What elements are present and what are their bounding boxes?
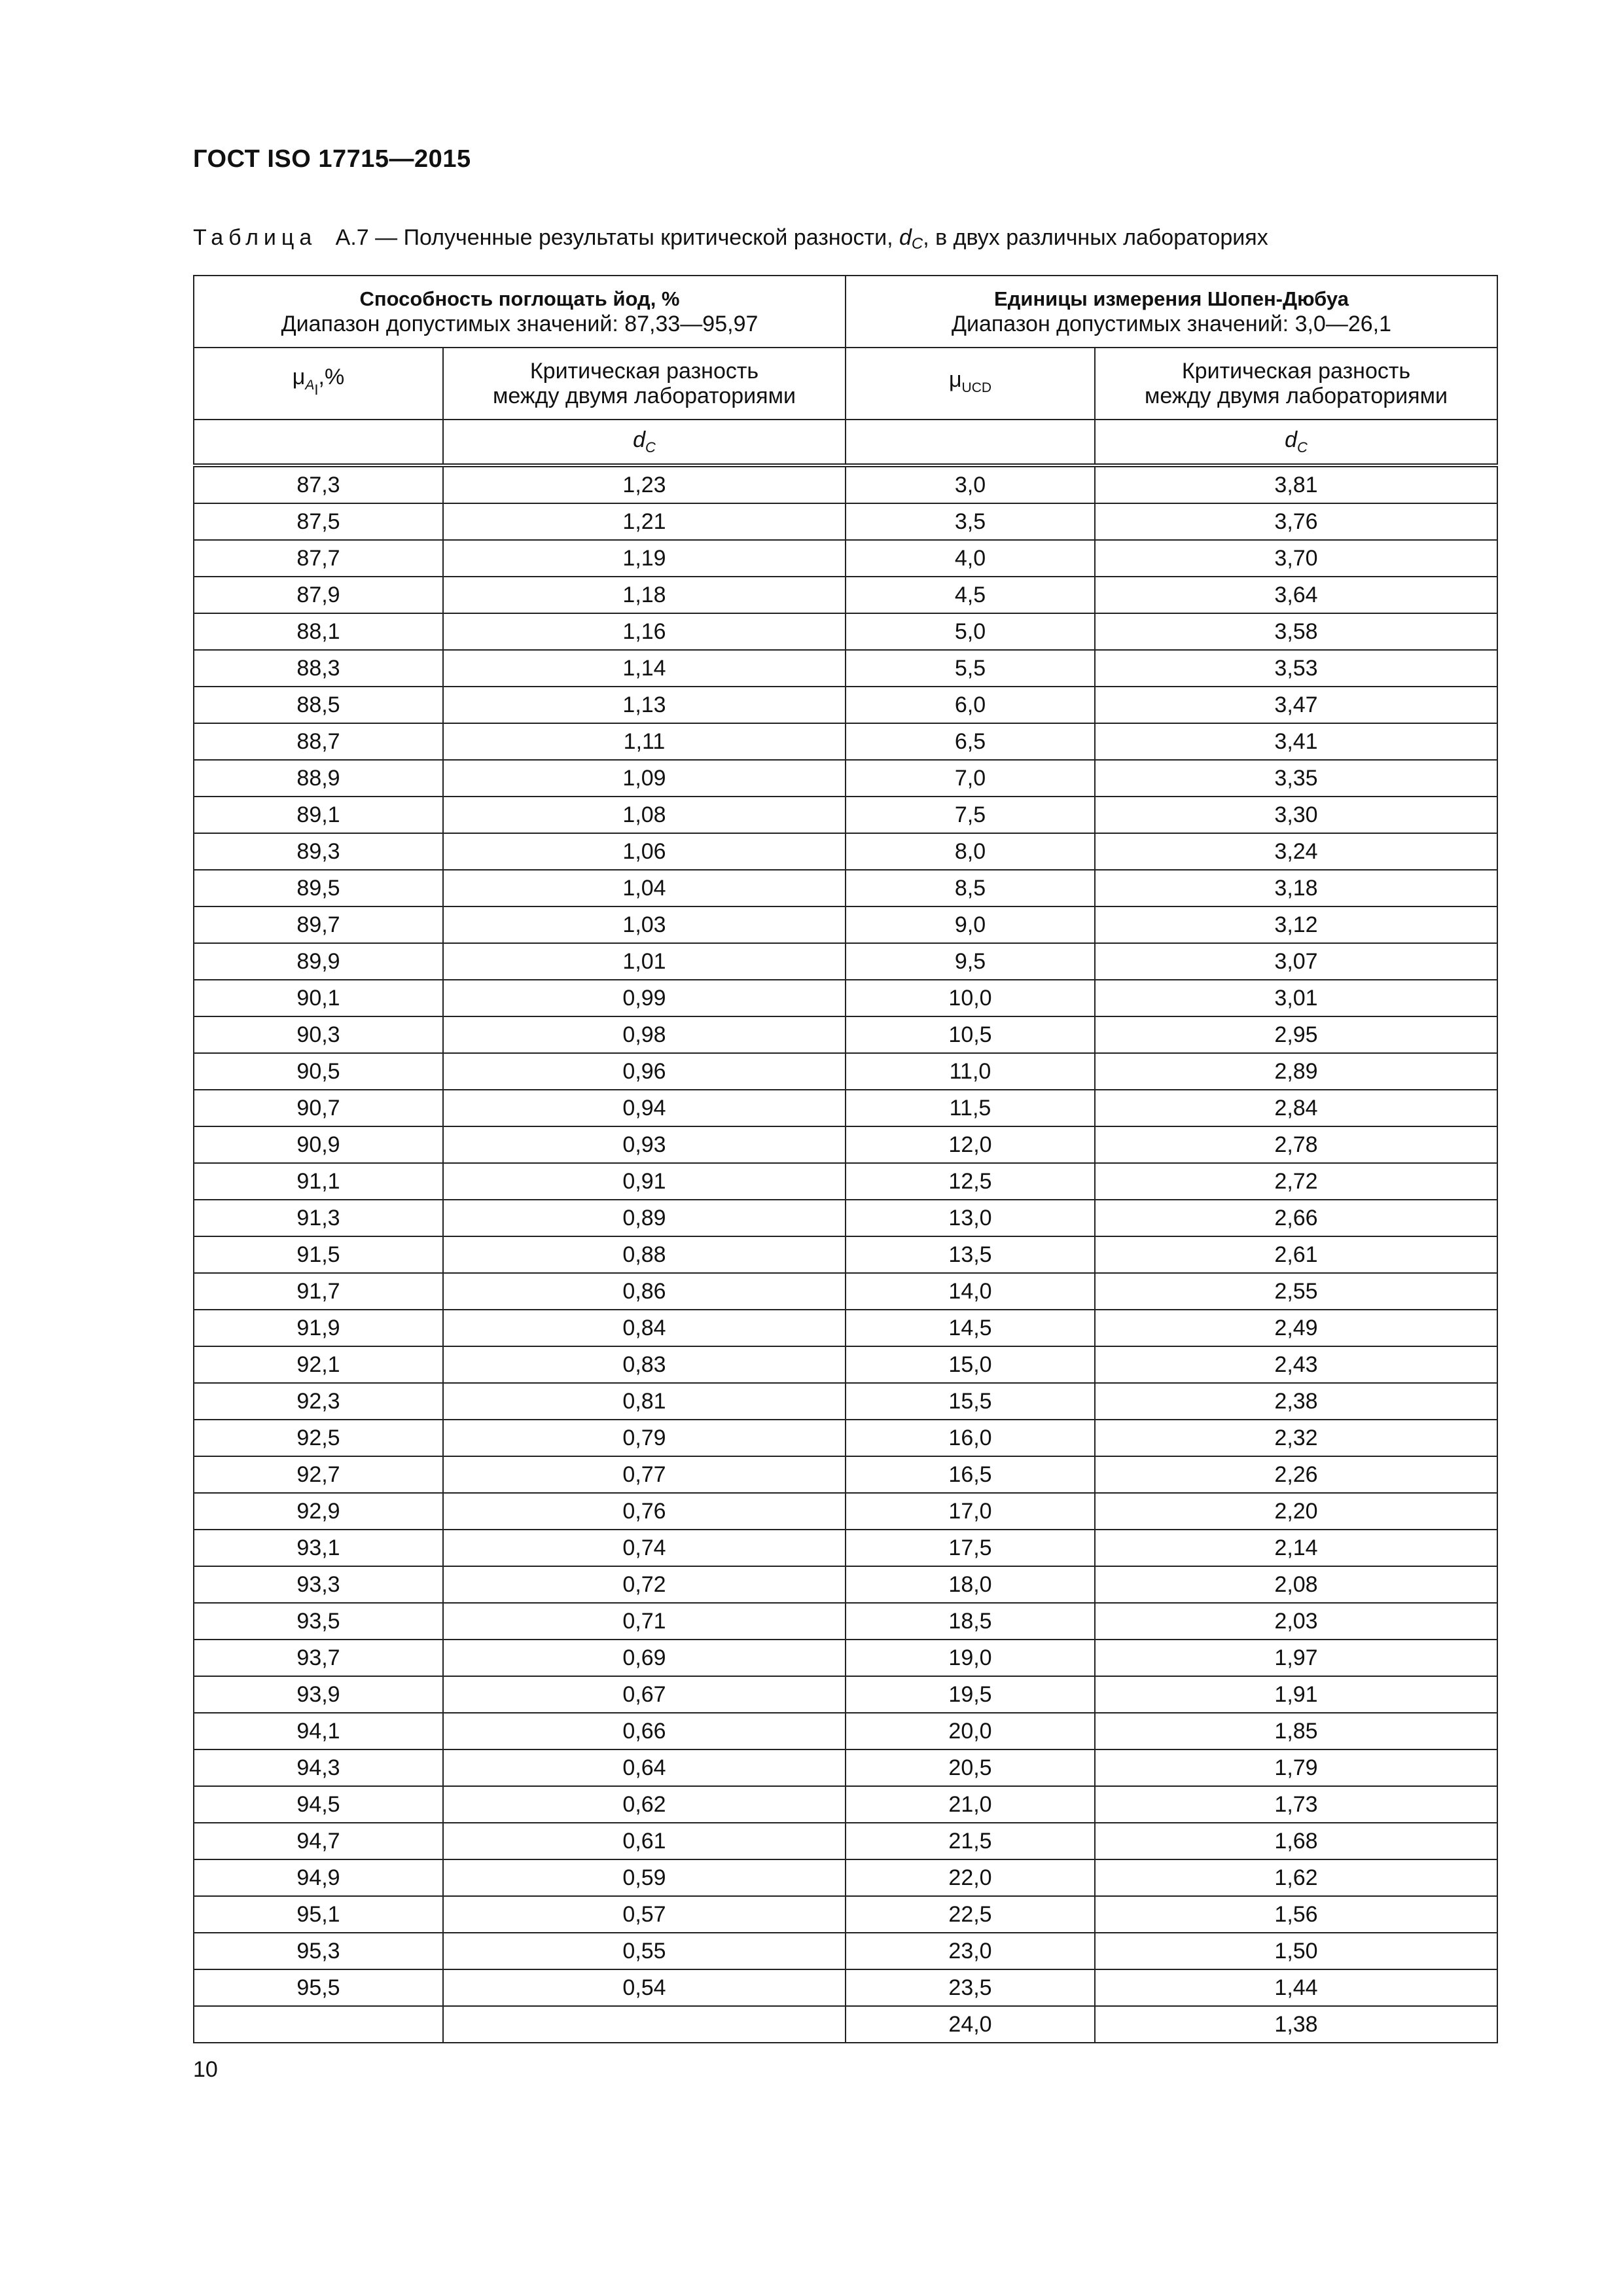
cell-ucd: 10,5 bbox=[846, 1016, 1095, 1053]
cell-dc-ucd: 2,84 bbox=[1095, 1090, 1497, 1126]
table-row bbox=[194, 1823, 1497, 1859]
cell-dc-ucd: 1,50 bbox=[1095, 1933, 1497, 1969]
table-row bbox=[194, 1896, 1497, 1933]
table-row bbox=[194, 1456, 1497, 1493]
cell-dc-iodine: 0,62 bbox=[443, 1786, 846, 1823]
cell-ucd: 7,5 bbox=[846, 797, 1095, 833]
cell-iodine: 91,9 bbox=[194, 1310, 443, 1346]
col-header-dc-left: $d_C$ bbox=[443, 420, 846, 465]
cell-iodine: 91,7 bbox=[194, 1273, 443, 1310]
cell-iodine: 89,9 bbox=[194, 943, 443, 980]
table-row bbox=[194, 1090, 1497, 1126]
cell-ucd: 4,5 bbox=[846, 577, 1095, 613]
col-header-blank-left bbox=[194, 420, 443, 465]
cell-dc-ucd: 3,47 bbox=[1095, 687, 1497, 723]
table-row bbox=[194, 1420, 1497, 1456]
cell-dc-iodine: 0,64 bbox=[443, 1749, 846, 1786]
cell-iodine: 94,3 bbox=[194, 1749, 443, 1786]
cell-dc-iodine: 0,96 bbox=[443, 1053, 846, 1090]
cell-iodine: 87,5 bbox=[194, 503, 443, 540]
cell-iodine: 95,5 bbox=[194, 1969, 443, 2006]
table-row bbox=[194, 1640, 1497, 1676]
cell-dc-iodine: 1,08 bbox=[443, 797, 846, 833]
cell-dc-iodine: 0,91 bbox=[443, 1163, 846, 1200]
cell-dc-ucd: 1,56 bbox=[1095, 1896, 1497, 1933]
cell-iodine: 94,7 bbox=[194, 1823, 443, 1859]
cell-dc-ucd: 2,38 bbox=[1095, 1383, 1497, 1420]
cell-dc-ucd: 2,08 bbox=[1095, 1566, 1497, 1603]
cell-iodine: 87,7 bbox=[194, 540, 443, 577]
cell-dc-iodine: 1,19 bbox=[443, 540, 846, 577]
cell-dc-ucd: 1,79 bbox=[1095, 1749, 1497, 1786]
cell-ucd: 22,0 bbox=[846, 1859, 1095, 1896]
table-row bbox=[194, 1236, 1497, 1273]
cell-iodine: 87,9 bbox=[194, 577, 443, 613]
table-row bbox=[194, 650, 1497, 687]
cell-dc-ucd: 1,73 bbox=[1095, 1786, 1497, 1823]
cell-dc-ucd: 3,07 bbox=[1095, 943, 1497, 980]
col-header-dc-right: $d_C$ bbox=[1095, 420, 1497, 465]
table-row bbox=[194, 465, 1497, 503]
table-row bbox=[194, 1530, 1497, 1566]
cell-iodine: 93,9 bbox=[194, 1676, 443, 1713]
cell-dc-iodine: 0,89 bbox=[443, 1200, 846, 1236]
cell-dc-ucd: 2,32 bbox=[1095, 1420, 1497, 1456]
cell-dc-iodine: 1,13 bbox=[443, 687, 846, 723]
group-header-chopin-range: Диапазон допустимых значений: 3,0—26,1 bbox=[951, 312, 1392, 336]
cell-dc-iodine: 0,61 bbox=[443, 1823, 846, 1859]
cell-dc-iodine: 1,16 bbox=[443, 613, 846, 650]
cell-ucd: 23,5 bbox=[846, 1969, 1095, 2006]
cell-dc-ucd: 1,62 bbox=[1095, 1859, 1497, 1896]
cell-ucd: 11,5 bbox=[846, 1090, 1095, 1126]
cell-dc-iodine: 0,55 bbox=[443, 1933, 846, 1969]
table-row bbox=[194, 797, 1497, 833]
cell-iodine: 90,1 bbox=[194, 980, 443, 1016]
cell-ucd: 21,0 bbox=[846, 1786, 1095, 1823]
cell-dc-iodine: 0,69 bbox=[443, 1640, 846, 1676]
cell-ucd: 6,0 bbox=[846, 687, 1095, 723]
cell-dc-iodine: 0,93 bbox=[443, 1126, 846, 1163]
cell-iodine: 90,9 bbox=[194, 1126, 443, 1163]
cell-iodine: 88,1 bbox=[194, 613, 443, 650]
cell-ucd: 16,5 bbox=[846, 1456, 1095, 1493]
cell-dc-ucd: 2,49 bbox=[1095, 1310, 1497, 1346]
cell-ucd: 19,0 bbox=[846, 1640, 1095, 1676]
cell-iodine: 93,1 bbox=[194, 1530, 443, 1566]
table-row bbox=[194, 1933, 1497, 1969]
cell-ucd: 15,0 bbox=[846, 1346, 1095, 1383]
cell-dc-iodine: 0,71 bbox=[443, 1603, 846, 1640]
table-caption bbox=[193, 225, 1268, 253]
caption-label: Таблица bbox=[193, 225, 317, 250]
table-row bbox=[194, 540, 1497, 577]
cell-ucd: 14,0 bbox=[846, 1273, 1095, 1310]
cell-dc-iodine: 0,98 bbox=[443, 1016, 846, 1053]
cell-ucd: 20,0 bbox=[846, 1713, 1095, 1749]
cell-dc-iodine: 1,09 bbox=[443, 760, 846, 797]
col-header-mu-ai: $\mu_{AI},\%$ bbox=[194, 348, 443, 420]
cell-dc-ucd: 1,44 bbox=[1095, 1969, 1497, 2006]
cell-ucd: 3,0 bbox=[846, 465, 1095, 503]
cell-iodine: 93,7 bbox=[194, 1640, 443, 1676]
col-header-critical-diff-left: Критическая разность между двумя лабораториями bbox=[443, 348, 846, 420]
cell-ucd: 12,5 bbox=[846, 1163, 1095, 1200]
cell-dc-ucd: 2,89 bbox=[1095, 1053, 1497, 1090]
table-row bbox=[194, 760, 1497, 797]
cell-dc-ucd: 3,53 bbox=[1095, 650, 1497, 687]
cell-ucd: 23,0 bbox=[846, 1933, 1095, 1969]
cell-iodine: 89,7 bbox=[194, 906, 443, 943]
table-row bbox=[194, 577, 1497, 613]
col-header-critical-diff-right: Критическая разность между двумя лабораториями bbox=[1095, 348, 1497, 420]
cell-dc-ucd: 2,66 bbox=[1095, 1200, 1497, 1236]
cell-iodine: 91,5 bbox=[194, 1236, 443, 1273]
cell-ucd: 21,5 bbox=[846, 1823, 1095, 1859]
cell-iodine: 89,5 bbox=[194, 870, 443, 906]
cell-dc-iodine: 0,94 bbox=[443, 1090, 846, 1126]
table-row bbox=[194, 687, 1497, 723]
cell-iodine: 90,5 bbox=[194, 1053, 443, 1090]
cell-ucd: 18,5 bbox=[846, 1603, 1095, 1640]
table-row bbox=[194, 1016, 1497, 1053]
cell-ucd: 5,0 bbox=[846, 613, 1095, 650]
cell-dc-ucd: 2,78 bbox=[1095, 1126, 1497, 1163]
col-header-blank-right bbox=[846, 420, 1095, 465]
cell-dc-iodine: 0,57 bbox=[443, 1896, 846, 1933]
cell-iodine: 90,3 bbox=[194, 1016, 443, 1053]
cell-dc-iodine: 0,66 bbox=[443, 1713, 846, 1749]
cell-iodine: 95,1 bbox=[194, 1896, 443, 1933]
cell-iodine: 88,7 bbox=[194, 723, 443, 760]
cell-ucd: 13,0 bbox=[846, 1200, 1095, 1236]
table-row bbox=[194, 1603, 1497, 1640]
table-row bbox=[194, 1383, 1497, 1420]
cell-dc-iodine bbox=[443, 2006, 846, 2043]
table-row bbox=[194, 1969, 1497, 2006]
cell-dc-ucd: 2,20 bbox=[1095, 1493, 1497, 1530]
caption-symbol-sub: C bbox=[911, 235, 923, 253]
table-row bbox=[194, 1200, 1497, 1236]
table-row bbox=[194, 1053, 1497, 1090]
table-row bbox=[194, 1126, 1497, 1163]
cell-dc-ucd: 2,72 bbox=[1095, 1163, 1497, 1200]
cell-ucd: 16,0 bbox=[846, 1420, 1095, 1456]
cell-dc-ucd: 3,81 bbox=[1095, 465, 1497, 503]
table-row bbox=[194, 1713, 1497, 1749]
table-row bbox=[194, 1493, 1497, 1530]
cell-ucd: 9,5 bbox=[846, 943, 1095, 980]
cell-dc-iodine: 0,81 bbox=[443, 1383, 846, 1420]
cell-dc-iodine: 1,04 bbox=[443, 870, 846, 906]
cell-dc-iodine: 0,83 bbox=[443, 1346, 846, 1383]
cell-iodine: 89,1 bbox=[194, 797, 443, 833]
cell-dc-iodine: 0,99 bbox=[443, 980, 846, 1016]
cell-ucd: 5,5 bbox=[846, 650, 1095, 687]
cell-dc-ucd: 2,55 bbox=[1095, 1273, 1497, 1310]
cell-dc-ucd: 3,58 bbox=[1095, 613, 1497, 650]
cell-dc-ucd: 3,01 bbox=[1095, 980, 1497, 1016]
cell-dc-ucd: 2,61 bbox=[1095, 1236, 1497, 1273]
cell-dc-ucd: 2,26 bbox=[1095, 1456, 1497, 1493]
table-row bbox=[194, 1346, 1497, 1383]
cell-dc-ucd: 1,91 bbox=[1095, 1676, 1497, 1713]
cell-dc-iodine: 1,06 bbox=[443, 833, 846, 870]
cell-dc-iodine: 0,86 bbox=[443, 1273, 846, 1310]
cell-ucd: 24,0 bbox=[846, 2006, 1095, 2043]
cell-iodine: 88,9 bbox=[194, 760, 443, 797]
cell-iodine: 88,3 bbox=[194, 650, 443, 687]
cell-dc-ucd: 3,76 bbox=[1095, 503, 1497, 540]
cell-dc-iodine: 1,18 bbox=[443, 577, 846, 613]
cell-iodine: 94,5 bbox=[194, 1786, 443, 1823]
table-row bbox=[194, 1566, 1497, 1603]
table-row bbox=[194, 833, 1497, 870]
table-row bbox=[194, 1163, 1497, 1200]
table-row bbox=[194, 723, 1497, 760]
cell-iodine: 90,7 bbox=[194, 1090, 443, 1126]
table-row bbox=[194, 503, 1497, 540]
cell-dc-iodine: 0,72 bbox=[443, 1566, 846, 1603]
cell-ucd: 12,0 bbox=[846, 1126, 1095, 1163]
cell-dc-ucd: 1,38 bbox=[1095, 2006, 1497, 2043]
cell-ucd: 19,5 bbox=[846, 1676, 1095, 1713]
cell-dc-iodine: 0,79 bbox=[443, 1420, 846, 1456]
cell-ucd: 20,5 bbox=[846, 1749, 1095, 1786]
cell-ucd: 22,5 bbox=[846, 1896, 1095, 1933]
cell-dc-iodine: 0,67 bbox=[443, 1676, 846, 1713]
cell-iodine: 93,5 bbox=[194, 1603, 443, 1640]
table-row bbox=[194, 943, 1497, 980]
cell-ucd: 8,5 bbox=[846, 870, 1095, 906]
group-header-iodine bbox=[194, 276, 846, 348]
table-row bbox=[194, 1676, 1497, 1713]
cell-iodine: 87,3 bbox=[194, 465, 443, 503]
cell-dc-ucd: 3,35 bbox=[1095, 760, 1497, 797]
cell-dc-iodine: 1,11 bbox=[443, 723, 846, 760]
table-row bbox=[194, 1273, 1497, 1310]
cell-dc-iodine: 0,74 bbox=[443, 1530, 846, 1566]
table-row bbox=[194, 1786, 1497, 1823]
cell-dc-ucd: 3,70 bbox=[1095, 540, 1497, 577]
cell-iodine: 94,1 bbox=[194, 1713, 443, 1749]
cell-ucd: 15,5 bbox=[846, 1383, 1095, 1420]
cell-iodine: 95,3 bbox=[194, 1933, 443, 1969]
group-header-chopin bbox=[846, 276, 1497, 348]
cell-iodine: 89,3 bbox=[194, 833, 443, 870]
cell-dc-iodine: 0,77 bbox=[443, 1456, 846, 1493]
cell-iodine: 91,1 bbox=[194, 1163, 443, 1200]
cell-dc-iodine: 0,54 bbox=[443, 1969, 846, 2006]
cell-dc-ucd: 3,41 bbox=[1095, 723, 1497, 760]
cell-dc-iodine: 1,21 bbox=[443, 503, 846, 540]
cell-ucd: 17,0 bbox=[846, 1493, 1095, 1530]
caption-suffix: , в двух различных лабораториях bbox=[923, 225, 1268, 250]
col-header-mu-ucd: $\mu_{UCD}$ bbox=[846, 348, 1095, 420]
cell-ucd: 3,5 bbox=[846, 503, 1095, 540]
cell-ucd: 13,5 bbox=[846, 1236, 1095, 1273]
cell-dc-iodine: 0,76 bbox=[443, 1493, 846, 1530]
document-header: ГОСТ ISO 17715—2015 bbox=[193, 145, 471, 173]
cell-dc-ucd: 1,85 bbox=[1095, 1713, 1497, 1749]
group-header-iodine-range: Диапазон допустимых значений: 87,33—95,97 bbox=[281, 312, 758, 336]
cell-iodine: 92,3 bbox=[194, 1383, 443, 1420]
cell-dc-ucd: 2,95 bbox=[1095, 1016, 1497, 1053]
cell-dc-iodine: 1,01 bbox=[443, 943, 846, 980]
cell-dc-ucd: 3,24 bbox=[1095, 833, 1497, 870]
caption-symbol: d bbox=[899, 225, 912, 250]
cell-dc-ucd: 2,43 bbox=[1095, 1346, 1497, 1383]
page-number: 10 bbox=[193, 2057, 218, 2082]
cell-iodine: 92,7 bbox=[194, 1456, 443, 1493]
cell-iodine: 88,5 bbox=[194, 687, 443, 723]
cell-ucd: 14,5 bbox=[846, 1310, 1095, 1346]
table-row bbox=[194, 870, 1497, 906]
cell-ucd: 10,0 bbox=[846, 980, 1095, 1016]
cell-ucd: 11,0 bbox=[846, 1053, 1095, 1090]
cell-dc-iodine: 1,03 bbox=[443, 906, 846, 943]
cell-ucd: 9,0 bbox=[846, 906, 1095, 943]
cell-iodine: 92,1 bbox=[194, 1346, 443, 1383]
cell-dc-ucd: 3,30 bbox=[1095, 797, 1497, 833]
cell-ucd: 18,0 bbox=[846, 1566, 1095, 1603]
cell-dc-iodine: 0,84 bbox=[443, 1310, 846, 1346]
cell-dc-iodine: 1,14 bbox=[443, 650, 846, 687]
cell-dc-ucd: 3,64 bbox=[1095, 577, 1497, 613]
table-row bbox=[194, 1310, 1497, 1346]
cell-dc-ucd: 1,68 bbox=[1095, 1823, 1497, 1859]
cell-dc-iodine: 1,23 bbox=[443, 465, 846, 503]
table-row bbox=[194, 1749, 1497, 1786]
cell-iodine: 94,9 bbox=[194, 1859, 443, 1896]
cell-dc-ucd: 3,12 bbox=[1095, 906, 1497, 943]
cell-dc-ucd: 1,97 bbox=[1095, 1640, 1497, 1676]
cell-dc-iodine: 0,59 bbox=[443, 1859, 846, 1896]
results-table bbox=[193, 275, 1498, 2043]
table-row bbox=[194, 2006, 1497, 2043]
table-row bbox=[194, 980, 1497, 1016]
cell-ucd: 7,0 bbox=[846, 760, 1095, 797]
cell-iodine bbox=[194, 2006, 443, 2043]
cell-dc-iodine: 0,88 bbox=[443, 1236, 846, 1273]
cell-ucd: 8,0 bbox=[846, 833, 1095, 870]
table-row bbox=[194, 1859, 1497, 1896]
cell-dc-ucd: 2,03 bbox=[1095, 1603, 1497, 1640]
group-header-iodine-title: Способность поглощать йод, % bbox=[359, 287, 680, 310]
cell-ucd: 6,5 bbox=[846, 723, 1095, 760]
cell-iodine: 92,5 bbox=[194, 1420, 443, 1456]
caption-text: А.7 — Полученные результаты критической разности, bbox=[335, 225, 899, 250]
table-row bbox=[194, 613, 1497, 650]
cell-ucd: 17,5 bbox=[846, 1530, 1095, 1566]
table-row bbox=[194, 906, 1497, 943]
cell-ucd: 4,0 bbox=[846, 540, 1095, 577]
cell-iodine: 92,9 bbox=[194, 1493, 443, 1530]
cell-dc-ucd: 2,14 bbox=[1095, 1530, 1497, 1566]
cell-iodine: 93,3 bbox=[194, 1566, 443, 1603]
table-body bbox=[194, 465, 1497, 2043]
cell-dc-ucd: 3,18 bbox=[1095, 870, 1497, 906]
group-header-chopin-title: Единицы измерения Шопен-Дюбуа bbox=[994, 287, 1349, 310]
cell-iodine: 91,3 bbox=[194, 1200, 443, 1236]
